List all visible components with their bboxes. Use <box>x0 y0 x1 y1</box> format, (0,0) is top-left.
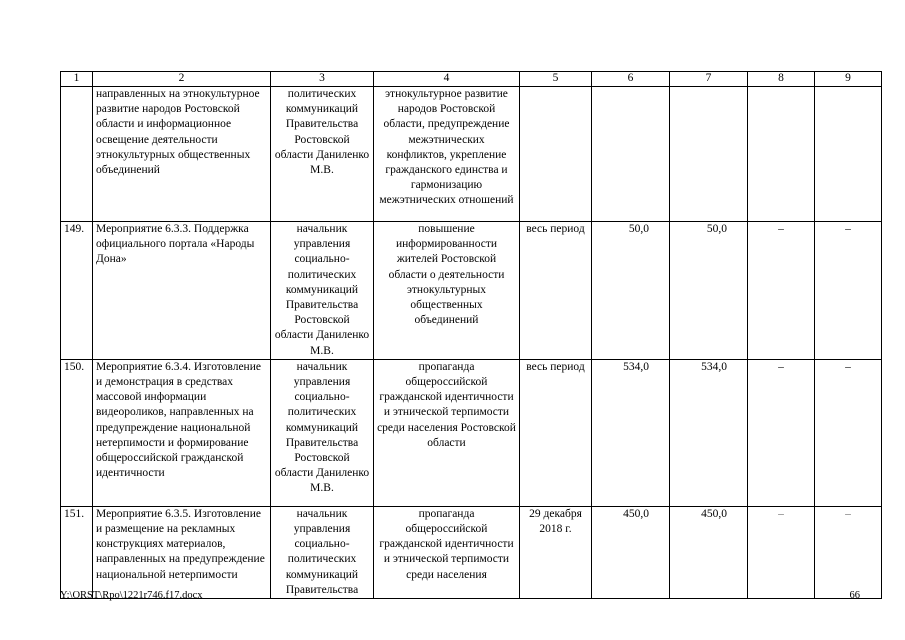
expected-result: этнокультурное развитие народов Ростовской области, предупреждение межэтнических конфликтов, укрепление гражданского единства и гармонизацию межэтнических отношений <box>374 87 520 222</box>
table-row <box>61 87 882 222</box>
amount-regional: 50,0 <box>670 222 748 360</box>
amount-total: 534,0 <box>592 359 670 506</box>
amount-other <box>815 87 882 222</box>
col-header: 5 <box>520 72 592 87</box>
amount-total <box>592 87 670 222</box>
term: весь период <box>520 222 592 360</box>
table-row <box>61 506 882 598</box>
measure-name: направленных на этнокультурное развитие народов Ростовской области и информационное освещение деятельности этнокультурных общественных объединений <box>93 87 271 222</box>
amount-regional: 450,0 <box>670 506 748 598</box>
executor: начальник управления социально-политических коммуникаций Правительства <box>271 506 374 598</box>
row-number <box>61 87 93 222</box>
measure-name: Мероприятие 6.3.5. Изготовление и размещение на рекламных конструкциях материалов, направленных на предупреждение национальной нетерпимости <box>93 506 271 598</box>
term: 29 декабря 2018 г. <box>520 506 592 598</box>
col-header: 9 <box>815 72 882 87</box>
amount-federal <box>748 87 815 222</box>
amount-federal: – <box>748 359 815 506</box>
amount-total: 50,0 <box>592 222 670 360</box>
executor: начальник управления социально-политических коммуникаций Правительства Ростовской области Даниленко М.В. <box>271 222 374 360</box>
amount-regional <box>670 87 748 222</box>
col-header: 7 <box>670 72 748 87</box>
row-number: 151. <box>61 506 93 598</box>
row-number: 150. <box>61 359 93 506</box>
measures-table <box>60 71 882 599</box>
col-header: 3 <box>271 72 374 87</box>
col-header: 2 <box>93 72 271 87</box>
amount-other: – <box>815 222 882 360</box>
col-header: 1 <box>61 72 93 87</box>
col-header: 8 <box>748 72 815 87</box>
file-path: Y:\ORST\Rpo\1221r746.f17.docx <box>60 590 203 601</box>
amount-other: – <box>815 359 882 506</box>
measure-name: Мероприятие 6.3.4. Изготовление и демонстрация в средствах массовой информации видеороликов, направленных на предупреждение национальной нетерпимости и формирование общероссийской гражданской идентичности <box>93 359 271 506</box>
executor: политических коммуникаций Правительства Ростовской области Даниленко М.В. <box>271 87 374 222</box>
executor: начальник управления социально-политических коммуникаций Правительства Ростовской области Даниленко М.В. <box>271 359 374 506</box>
amount-total: 450,0 <box>592 506 670 598</box>
measure-name: Мероприятие 6.3.3. Поддержка официального портала «Народы Дона» <box>93 222 271 360</box>
table-row <box>61 222 882 360</box>
column-numbers-row <box>61 72 882 87</box>
col-header: 4 <box>374 72 520 87</box>
row-number: 149. <box>61 222 93 360</box>
term <box>520 87 592 222</box>
expected-result: пропаганда общероссийской гражданской идентичности и этнической терпимости среди населения Ростовской области <box>374 359 520 506</box>
amount-other: – <box>815 506 882 598</box>
expected-result: пропаганда общероссийской гражданской идентичности и этнической терпимости среди населения <box>374 506 520 598</box>
table-row <box>61 359 882 506</box>
term: весь период <box>520 359 592 506</box>
expected-result: повышение информированности жителей Ростовской области о деятельности этнокультурных общественных объединений <box>374 222 520 360</box>
amount-regional: 534,0 <box>670 359 748 506</box>
amount-federal: – <box>748 222 815 360</box>
page-number: 66 <box>849 590 860 601</box>
amount-federal: – <box>748 506 815 598</box>
col-header: 6 <box>592 72 670 87</box>
